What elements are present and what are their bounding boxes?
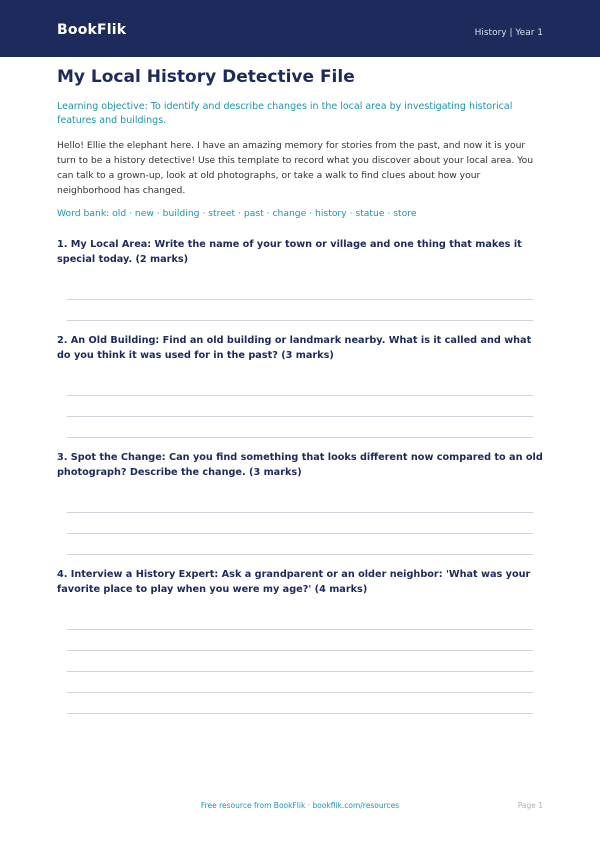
breadcrumb: History | Year 1 xyxy=(474,28,543,38)
question-text: 1. My Local Area: Write the name of your town or village and one thing that makes it special today. (2 marks) xyxy=(57,239,522,265)
question-text: 4. Interview a History Expert: Ask a grandparent or an older neighbor: 'What was your favorite place to play when you were my age?' (4 marks) xyxy=(57,569,531,595)
page-number: Page 1 xyxy=(517,801,543,810)
intro-paragraph: Hello! Ellie the elephant here. I have an amazing memory for stories from the past, and now it is your turn to be a history detective! Use this template to record what you discover about your local area. You can talk to a grown-up, look at old photographs, or take a walk to find clues about how your neighborhood has changed. xyxy=(57,140,534,196)
answer-line[interactable] xyxy=(67,300,533,321)
answer-line[interactable] xyxy=(67,672,533,693)
page-title: My Local History Detective File xyxy=(57,67,355,87)
question-block xyxy=(57,450,543,555)
answer-line[interactable] xyxy=(67,513,533,534)
question-text: 3. Spot the Change: Can you find something that looks different now compared to an old photograph? Describe the change. (3 marks) xyxy=(57,452,543,478)
question-block xyxy=(57,567,543,714)
answer-line[interactable] xyxy=(67,534,533,555)
answer-lines xyxy=(57,609,543,714)
question-block xyxy=(57,333,543,438)
footer-resource-link[interactable]: Free resource from BookFlik · bookflik.com/resources xyxy=(200,801,400,810)
answer-line[interactable] xyxy=(67,630,533,651)
answer-lines xyxy=(57,279,543,321)
learning-objective: Learning objective: To identify and describe changes in the local area by investigating historical features and buildings. xyxy=(57,101,513,126)
question-block xyxy=(57,237,543,321)
answer-line[interactable] xyxy=(67,279,533,300)
answer-lines xyxy=(57,375,543,438)
answer-line[interactable] xyxy=(67,492,533,513)
header-bar xyxy=(0,0,600,57)
worksheet-body xyxy=(57,67,543,714)
brand-logo[interactable]: BookFlik xyxy=(57,22,127,38)
word-bank: Word bank: old · new · building · street · past · change · history · statue · store xyxy=(57,208,417,219)
questions-list xyxy=(57,237,543,714)
question-text: 2. An Old Building: Find an old building or landmark nearby. What is it called and what do you think it was used for in the past? (3 marks) xyxy=(57,335,532,361)
answer-lines xyxy=(57,492,543,555)
answer-line[interactable] xyxy=(67,417,533,438)
answer-line[interactable] xyxy=(67,375,533,396)
answer-line[interactable] xyxy=(67,609,533,630)
answer-line[interactable] xyxy=(67,693,533,714)
answer-line[interactable] xyxy=(67,651,533,672)
answer-line[interactable] xyxy=(67,396,533,417)
